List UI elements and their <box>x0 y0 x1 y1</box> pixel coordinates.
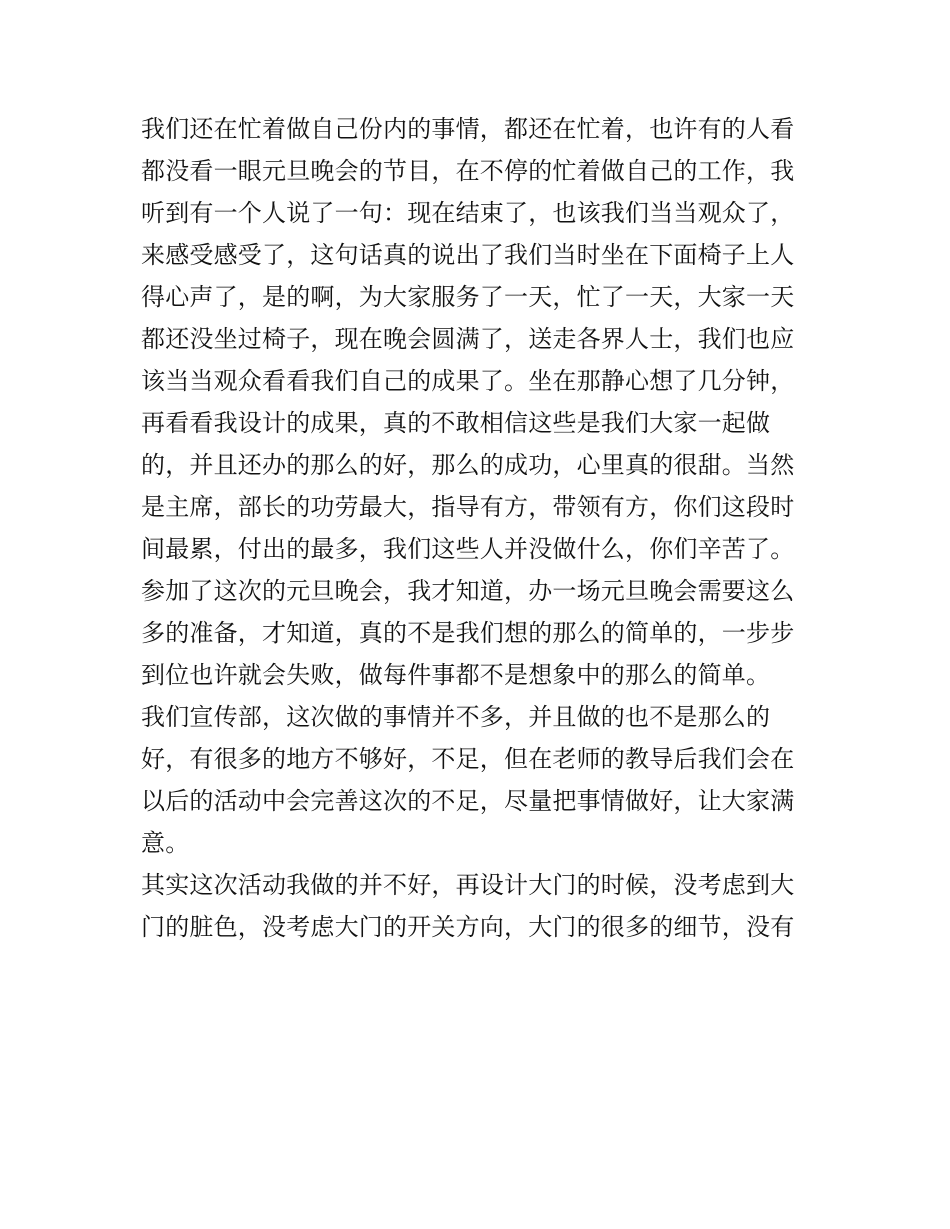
text-line: 该当当观众看看我们自己的成果了。坐在那静心想了几分钟， <box>141 367 795 395</box>
text-line: 我们还在忙着做自己份内的事情，都还在忙着，也许有的人看 <box>141 115 795 143</box>
text-line: 其实这次活动我做的并不好，再设计大门的时候，没考虑到大 <box>141 871 795 899</box>
text-line: 再看看我设计的成果，真的不敢相信这些是我们大家一起做 <box>141 409 771 437</box>
document-body <box>141 108 831 948</box>
text-line: 的，并且还办的那么的好，那么的成功，心里真的很甜。当然 <box>141 451 795 479</box>
text-line: 多的准备，才知道，真的不是我们想的那么的简单的，一步步 <box>141 619 795 647</box>
text-line: 都还没坐过椅子，现在晚会圆满了，送走各界人士，我们也应 <box>141 325 795 353</box>
text-line: 到位也许就会失败，做每件事都不是想象中的那么的简单。 <box>141 661 771 689</box>
text-line: 参加了这次的元旦晚会，我才知道，办一场元旦晚会需要这么 <box>141 577 795 605</box>
text-line: 门的脏色，没考虑大门的开关方向，大门的很多的细节，没有 <box>141 913 795 941</box>
text-line: 得心声了，是的啊，为大家服务了一天，忙了一天，大家一天 <box>141 283 795 311</box>
text-line: 以后的活动中会完善这次的不足，尽量把事情做好，让大家满 <box>141 787 795 815</box>
text-line: 意。 <box>141 829 190 857</box>
text-line: 都没看一眼元旦晚会的节目，在不停的忙着做自己的工作，我 <box>141 157 795 185</box>
text-line: 来感受感受了，这句话真的说出了我们当时坐在下面椅子上人 <box>141 241 795 269</box>
text-line: 听到有一个人说了一句：现在结束了，也该我们当当观众了， <box>141 199 795 227</box>
text-line: 好，有很多的地方不够好，不足，但在老师的教导后我们会在 <box>141 745 795 773</box>
text-line: 是主席，部长的功劳最大，指导有方，带领有方，你们这段时 <box>141 493 795 521</box>
text-line: 我们宣传部，这次做的事情并不多，并且做的也不是那么的 <box>141 703 771 731</box>
text-line: 间最累，付出的最多，我们这些人并没做什么，你们辛苦了。 <box>141 535 795 563</box>
